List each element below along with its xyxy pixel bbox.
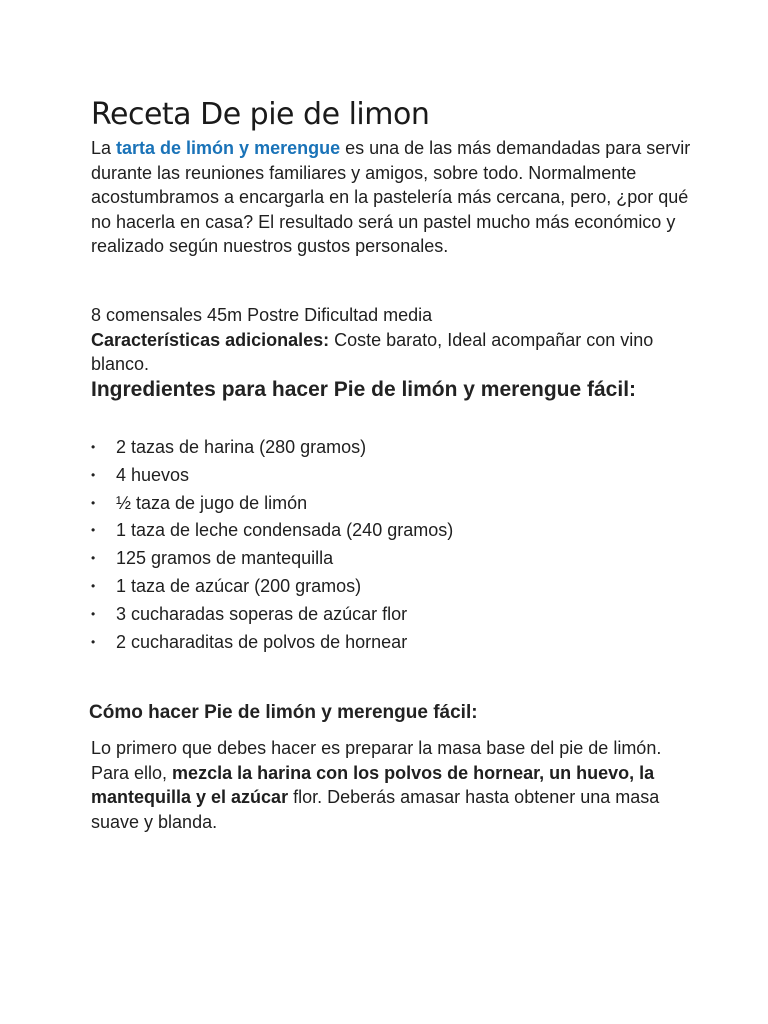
bullet-icon: •: [91, 523, 96, 538]
extra-features-label: Características adicionales:: [91, 329, 330, 350]
list-item: [91, 601, 453, 629]
ingredient-text: 1 taza de leche condensada (240 gramos): [116, 520, 454, 541]
how-to-paragraph: [91, 736, 691, 834]
bullet-icon: •: [91, 467, 96, 482]
ingredient-text: 125 gramos de mantequilla: [116, 548, 334, 569]
list-item: [91, 629, 453, 657]
page-title: Receta De pie de limon: [91, 97, 430, 132]
list-item: [91, 517, 453, 545]
bullet-icon: •: [91, 440, 96, 454]
ingredients-heading: Ingredientes para hacer Pie de limón y merengue fácil:: [91, 378, 637, 401]
how-text-bold: mezcla la harina con los polvos de hornear, un huevo, la mantequilla y el azúcar: [91, 762, 655, 807]
ingredient-text: 4 huevos: [116, 464, 190, 485]
list-item: [91, 490, 453, 518]
bullet-icon: •: [91, 551, 96, 566]
extra-features-value: Coste barato, Ideal acompañar con vino blanco.: [91, 329, 654, 374]
list-item: [91, 434, 453, 462]
recipe-summary: 8 comensales 45m Postre Dificultad media: [91, 305, 433, 325]
recipe-meta: [91, 303, 691, 377]
ingredient-text: ½ taza de jugo de limón: [116, 492, 308, 513]
intro-prefix: La: [91, 138, 117, 158]
intro-rest: es una de las más demandadas para servir durante las reuniones familiares y amigos, sobre todo. Normalmente acostumbramos a encargarla en la pastelería más cercana, pero, ¿por qué no hacerla en casa? El resultado será un pastel mucho más económico y realizado según nuestros gustos personales.: [91, 138, 691, 256]
ingredient-text: 3 cucharadas soperas de azúcar flor: [116, 603, 408, 624]
list-item: [91, 462, 453, 490]
how-to-heading: Cómo hacer Pie de limón y merengue fácil:: [89, 702, 478, 723]
bullet-icon: •: [91, 495, 96, 510]
ingredients-list: [91, 434, 453, 656]
how-text-2: flor. Deberás amasar hasta obtener una masa suave y blanda.: [91, 787, 660, 832]
ingredient-text: 1 taza de azúcar (200 gramos): [116, 575, 362, 596]
bullet-icon: •: [91, 606, 96, 621]
list-item: [91, 545, 453, 573]
ingredient-text: 2 tazas de harina (280 gramos): [116, 437, 367, 457]
bullet-icon: •: [91, 578, 96, 593]
list-item: [91, 573, 453, 601]
bullet-icon: •: [91, 634, 96, 649]
ingredient-text: 2 cucharaditas de polvos de hornear: [116, 631, 408, 652]
recipe-link[interactable]: tarta de limón y merengue: [116, 138, 341, 158]
how-text-1: Lo primero que debes hacer es preparar la masa base del pie de limón. Para ello,: [91, 738, 662, 783]
intro-paragraph: [91, 136, 691, 259]
